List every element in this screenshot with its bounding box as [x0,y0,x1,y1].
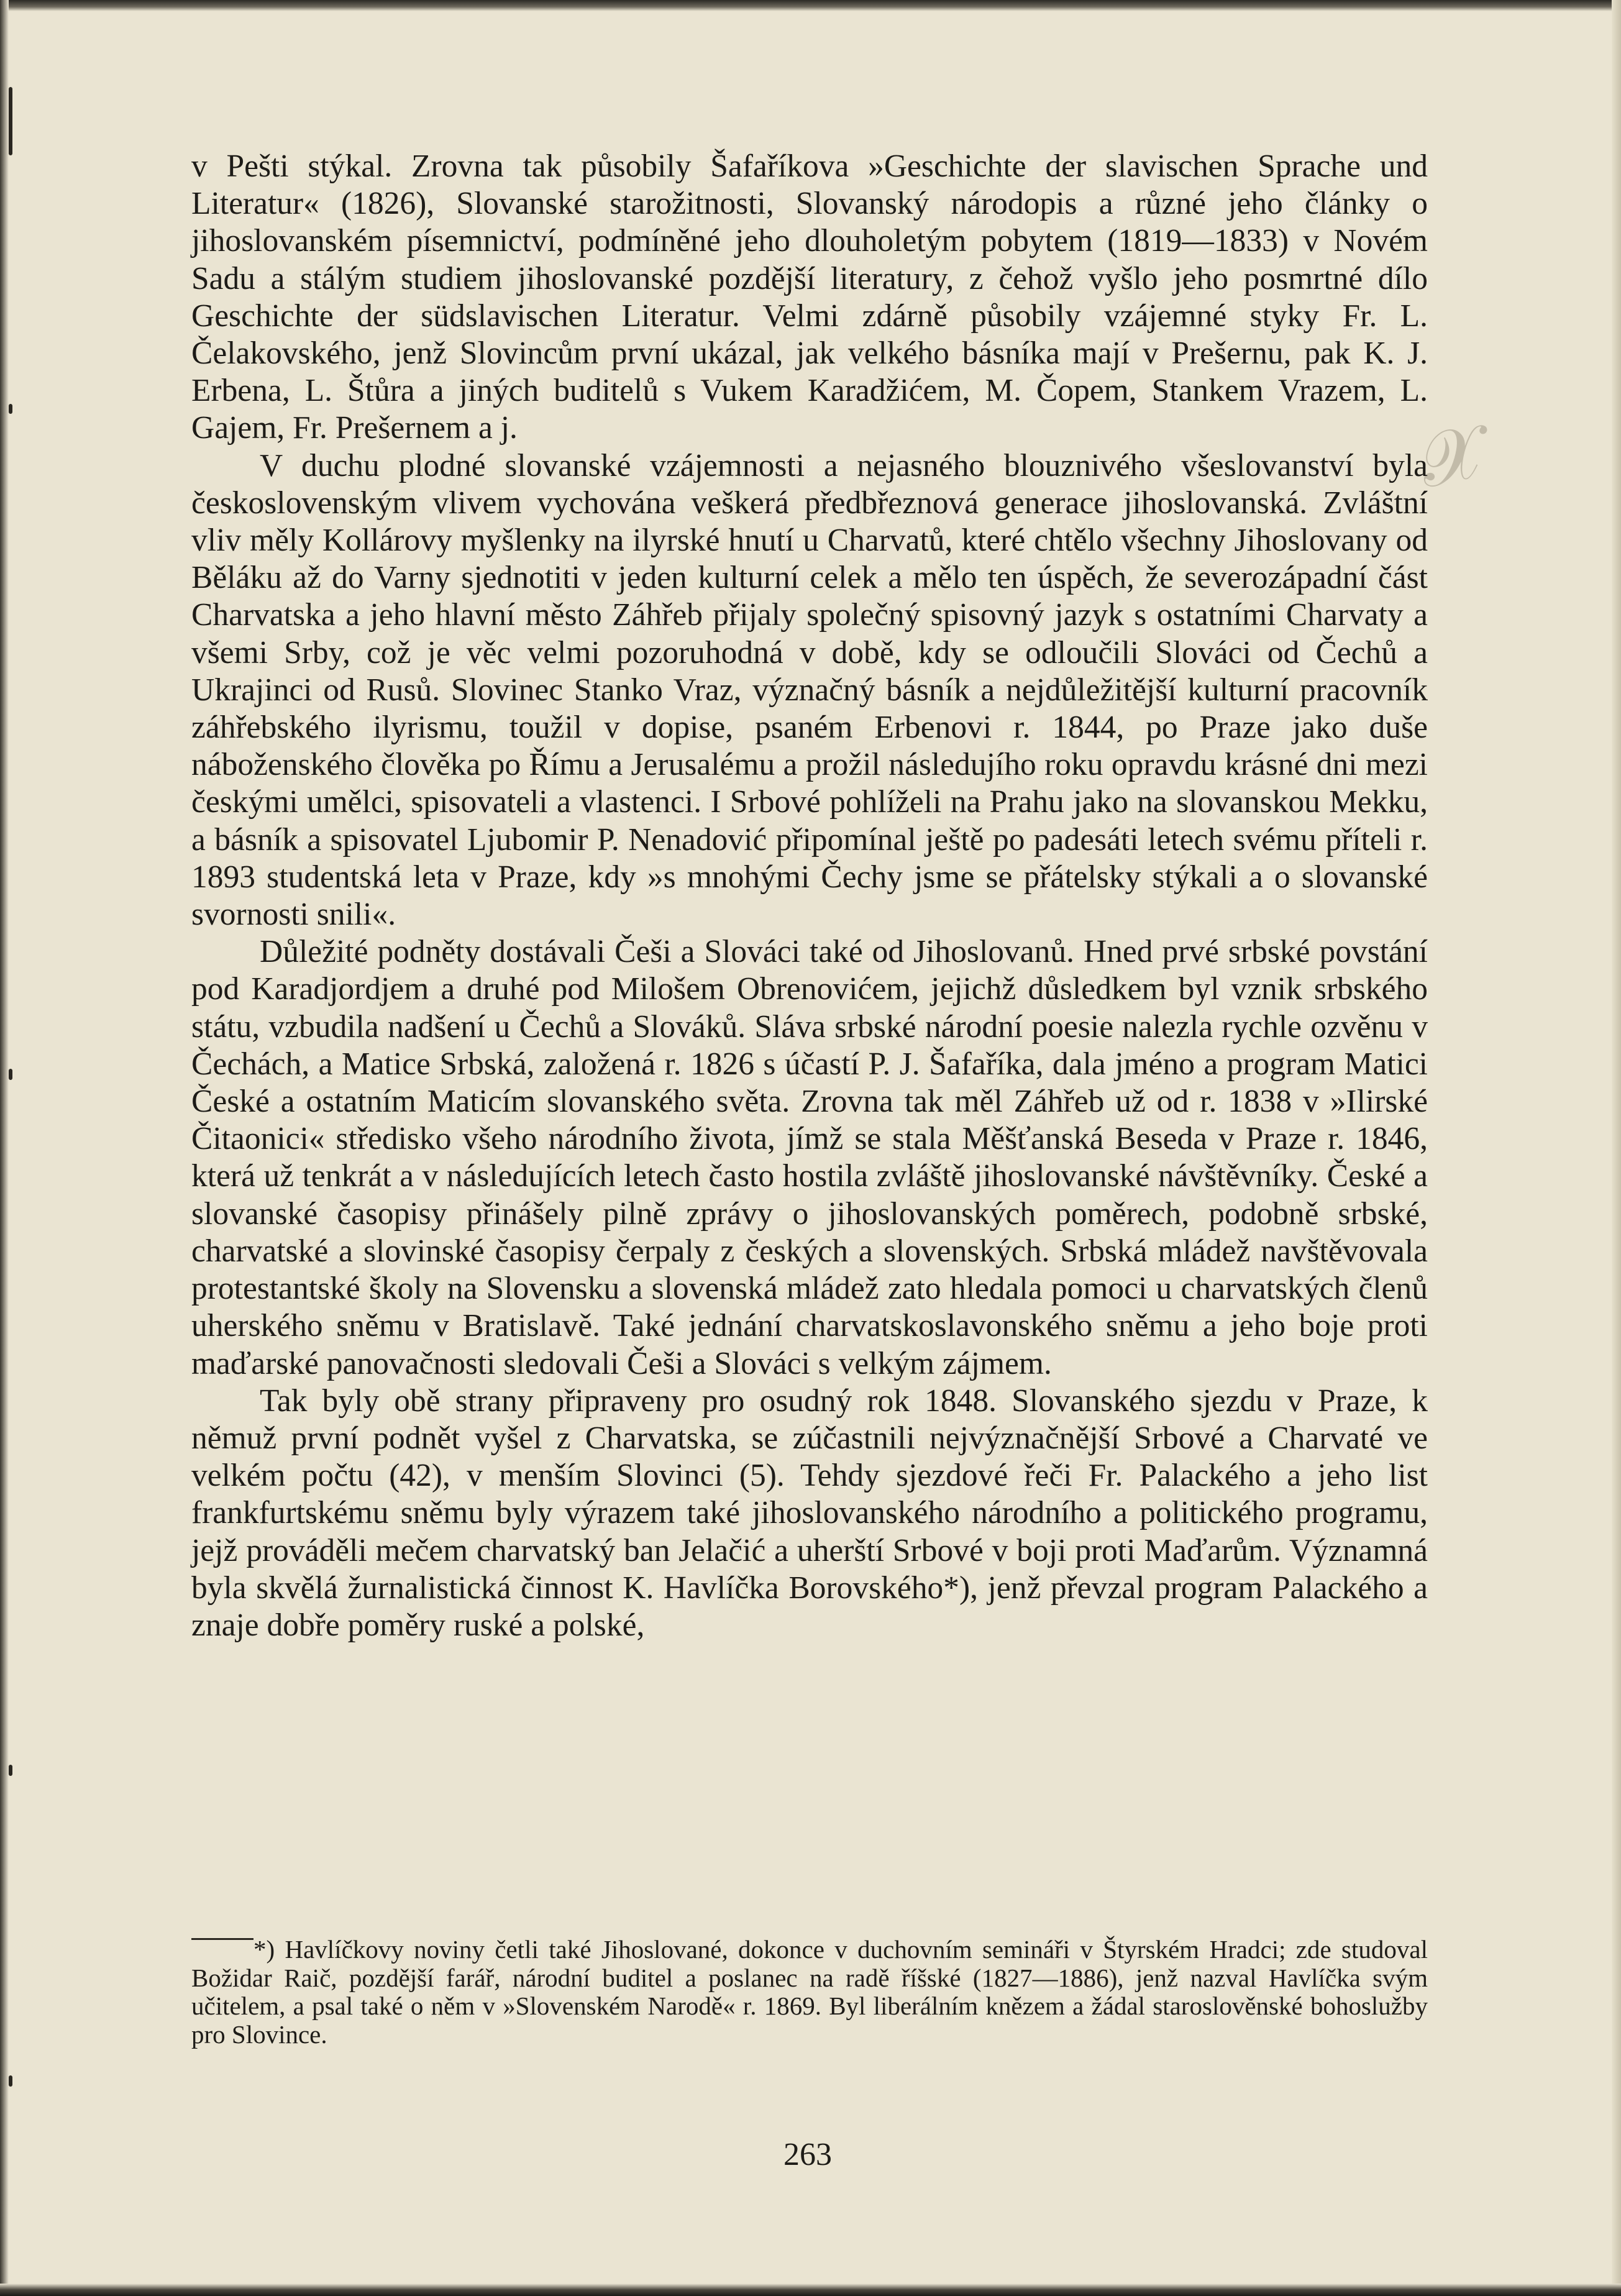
binding-mark [9,1069,12,1080]
binding-shadow [0,0,9,2296]
binding-mark [9,1765,12,1776]
binding-mark [9,87,12,155]
page-right-edge [1612,0,1621,2296]
page-number: 263 [783,2137,832,2172]
binding-mark [9,2075,12,2087]
binding-mark [9,404,12,414]
body-text [191,148,1428,1644]
page-bottom-edge [0,2284,1621,2296]
paragraph: Tak byly obě strany připraveny pro osudný rok 1848. Slovanského sjezdu v Praze, k němuž první podnět vyšel z Charvatska, se zúčastnili nejvýznačnější Srbové a Charvaté ve velkém počtu (42), v menším Slovinci (5). Tehdy sjezdové řeči Fr. Palackého a jeho list frankfurtskému sněmu byly výrazem také jihoslovanského národního a politického programu, jejž prováděli mečem charvatský ban Jelačić a uherští Srbové v boji proti Maďarům. Významná byla skvělá žurnalistická činnost K. Havlíčka Borovského*), jenž převzal program Palackého a znaje dobře poměry ruské a polské, [191,1383,1428,1643]
page-top-edge [0,0,1621,11]
paragraph: Důležité podněty dostávali Češi a Slováci také od Jihoslovanů. Hned prvé srbské povstání pod Karadjordjem a druhé pod Milošem Obrenovićem, jejichž důsledkem byl vznik srbského státu, vzbudila nadšení u Čechů a Slováků. Sláva srbské národní poesie nalezla rychle ozvěnu v Čechách, a Matice Srbská, založená r. 1826 s účastí P. J. Šafaříka, dala jméno a program Matici České a ostatním Maticím slovanského světa. Zrovna tak měl Záhřeb už od r. 1838 v »Ilirské Čitaonici« středisko všeho národního života, jímž se stala Měšťanská Beseda v Praze r. 1846, která už tenkrát a v následujících letech často hostila zvláště jihoslovanské návštěvníky. České a slovanské časopisy přinášely pilně zprávy o jihoslovanských poměrech, podobně srbské, charvatské a slovinské časopisy čerpaly z českých a slovenských. Srbská mládež navštěvovala protestantské školy na Slovensku a slovenská mládež zato hledala pomoci u charvatských členů uherského sněmu v Bratislavě. Také jednání charvatskoslavonského sněmu a jeho boje proti maďarské panovačnosti sledovali Češi a Slováci s velkým zájmem. [191,934,1428,1381]
paragraph: V duchu plodné slovanské vzájemnosti a nejasného blouznivého všeslovanství byla československým vlivem vychována veškerá předbřeznová generace jihoslovanská. Zvláštní vliv měly Kollárovy myšlenky na ilyrské hnutí u Charvatů, které chtělo všechny Jihoslovany od Běláku až do Varny sjednotiti v jeden kulturní celek a mělo ten úspěch, že severozápadní část Charvatska a jeho hlavní město Záhřeb přijaly společný spisovný jazyk s ostatními Charvaty a všemi Srby, což je věc velmi pozoruhodná v době, kdy se odloučili Slováci od Čechů a Ukrajinci od Rusů. Slovinec Stanko Vraz, význačný básník a nejdůležitější kulturní pracovník záhřebského ilyrismu, toužil v dopise, psaném Erbenovi r. 1844, po Praze jako duše náboženského člověka po Římu a Jerusalému a prožil následujího roku opravdu krásné dni mezi českými umělci, spisovateli a vlastenci. I Srbové pohlíželi na Prahu jako na slovanskou Mekku, a básník a spisovatel Ljubomir P. Nenadović připomínal ještě po padesáti letech svému příteli r. 1893 studentská leta v Praze, kdy »s mnohými Čechy jsme se přátelsky stýkali a o slovanské svornosti snili«. [191,447,1428,933]
paragraph: v Pešti stýkal. Zrovna tak působily Šafaříkova »Geschichte der slavischen Sprache und Literatur« (1826), Slovanské starožitnosti, Slovanský národopis a různé jeho články o jihoslovanském písemnictví, podmíněné jeho dlouholetým pobytem (1819—1833) v Novém Sadu a stálým studiem jihoslovanské pozdější literatury, z čehož vyšlo jeho posmrtné dílo Geschichte der südslavischen Literatur. Velmi zdárně působily vzájemné styky Fr. L. Čelakovského, jenž Slovincům první ukázal, jak velkého básníka mají v Prešernu, pak K. J. Erbena, L. Štůra a jiných buditelů s Vukem Karadžićem, M. Čopem, Stankem Vrazem, L. Gajem, Fr. Prešernem a j. [191,149,1428,446]
footnote: *) Havlíčkovy noviny četli také Jihoslované, dokonce v duchovním semináři v Štyrském Hradci; zde studoval Božidar Raič, pozdější farář, národní buditel a poslanec na radě říšské (1827—1886), jenž nazval Havlíčka svým učitelem, a psal také o něm v »Slovenském Narodě« r. 1869. Byl liberálním knězem a žádal staroslověnské bohoslužby pro Slovince. [191,1935,1428,2049]
pencil-annotation: 𝒳 [1411,407,1492,506]
